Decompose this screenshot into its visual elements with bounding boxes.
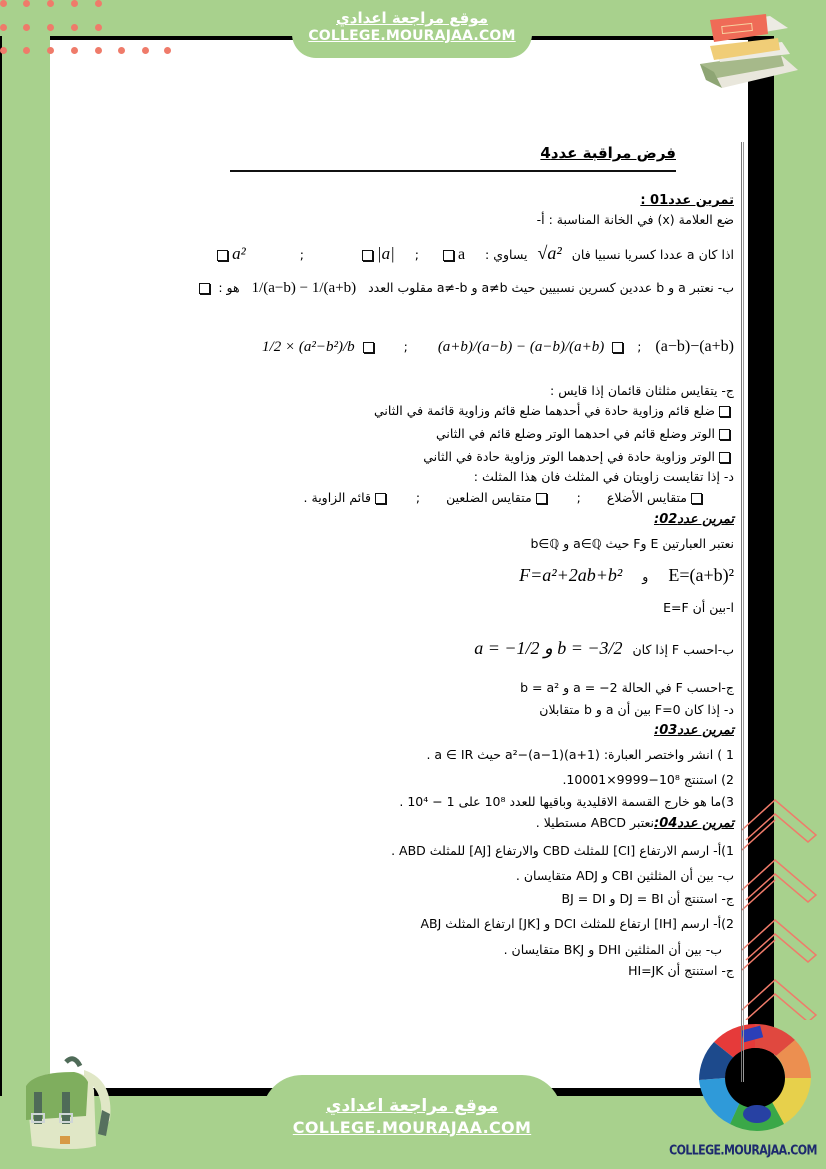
ex3-q3: 3)ما هو خارج القسمة الاقليدية وباقيها للعدد 10⁸ على 1 − 10⁴ .	[399, 794, 734, 809]
ex2-and: و	[642, 569, 649, 584]
ex1-part-a: اذا كان a عددا كسريا نسبيا فان √a² يساوي : a ; |a| ; a²	[154, 243, 734, 264]
ex4-q1b: ب- بين أن المثلثين CBI و ADJ متقايسان .	[515, 868, 734, 883]
ex1-d-text: د- إذا تقايست زاويتان في المثلث فان هذا المثلث :	[473, 469, 734, 484]
ex1-c-checkbox-3[interactable]	[719, 452, 730, 463]
books-stack-icon	[694, 10, 804, 94]
ex1-d-options: متقايس الأضلاع ; متقايس الضلعين ; قائم الزاوية .	[304, 490, 706, 505]
ex1-b-checkbox-3[interactable]	[363, 342, 374, 353]
margin-line	[741, 142, 744, 1082]
ex1-b-option-2: (a+b)/(a−b) − (a−b)/(a+b)	[437, 339, 605, 355]
ex1-c-option-2	[436, 426, 734, 441]
ex1-d-checkbox-2[interactable]	[536, 493, 547, 504]
ex1-a-option-3: a²	[232, 244, 246, 263]
ex4-q1a: 1)أ- ارسم الارتفاع [CI] للمثلث CBD والارتفاع [AJ] للمثلث ABD .	[391, 843, 734, 858]
ex2-expr-E: E=(a+b)²	[668, 565, 734, 585]
ex3-q2: 2) استنتج 10⁸−9999×10001.	[562, 772, 734, 787]
title-underline	[230, 144, 676, 172]
ex1-instruction: ضع العلامة (x) في الخانة المناسبة : أ-	[536, 212, 734, 227]
ex4-q2a: 2)أ- ارسم [IH] ارتفاع للمثلث DCI و [JK] ارتفاع المثلث ABJ	[420, 916, 734, 931]
header-site-name[interactable]: موقع مراجعة اعدادي	[336, 9, 488, 27]
education-wheel-logo[interactable]	[694, 1020, 816, 1136]
ex1-heading: تمرين عدد01 :	[640, 193, 734, 208]
ex2-heading: تمرين عدد02:	[653, 512, 734, 527]
ex2-expressions	[519, 565, 734, 586]
ex4-q2b: ب- بين أن المثلثين DHI و BKJ متقايسان .	[503, 942, 722, 957]
ex4-heading: تمرين عدد04:	[653, 816, 734, 831]
ex1-d-option-3: قائم الزاوية .	[303, 490, 371, 505]
logo-site-url[interactable]: COLLEGE.MOURAJAA.COM	[669, 1142, 817, 1159]
ex4-q2c: ج- استنتج أن HI=JK	[628, 963, 734, 978]
ex3-heading: تمرين عدد03:	[653, 723, 734, 738]
ex1-b-option-3: 1/2 × (a²−b²)/b	[262, 339, 355, 355]
ex1-c-text: ج- يتقايس مثلثان قائمان إذا قايس :	[550, 383, 734, 398]
ex1-c-option-2-label: الوتر وضلع قائم في احدهما الوتر وضلع قائم في الثاني	[436, 426, 715, 441]
ex2-q3: ج-احسب F في الحالة a = −2 و b = a²	[520, 680, 734, 695]
ex2-q1: ا-بين أن E=F	[663, 600, 734, 615]
ex1-a-text: اذا كان a عددا كسريا نسبيا فان	[571, 247, 734, 262]
ex1-a-checkbox-2[interactable]	[362, 250, 373, 261]
ex4-heading-line	[536, 815, 734, 831]
ex1-c-option-3	[423, 449, 734, 464]
page-border-left	[0, 36, 2, 1096]
ex2-q4: د- إذا كان F=0 بين أن a و b متقابلان	[539, 702, 734, 717]
ex2-q2-values: a = −1/2 و b = −3/2	[474, 638, 623, 658]
ex1-b-checkbox-2[interactable]	[612, 342, 623, 353]
chevron-pattern-decoration	[742, 790, 822, 1020]
site-header-banner[interactable]	[292, 0, 532, 58]
ex1-c-option-1	[374, 403, 734, 418]
ex4-intro: نعتبر ABCD مستطيلا .	[535, 815, 654, 830]
ex1-c-option-1-label: ضلع قائم وزاوية حادة في أحدهما ضلع قائم وزاوية قائمة في الثاني	[374, 403, 715, 418]
dot-pattern-decoration	[0, 0, 170, 55]
ex1-a-option-2: |a|	[376, 244, 395, 263]
ex1-b-suffix: هو :	[218, 280, 240, 295]
ex1-b-checkbox-1[interactable]	[199, 283, 210, 294]
green-frame-left	[2, 36, 50, 1096]
ex1-a-checkbox-1[interactable]	[443, 250, 454, 261]
ex1-c-checkbox-2[interactable]	[719, 429, 730, 440]
ex1-a-checkbox-3[interactable]	[217, 250, 228, 261]
ex1-a-expr: √a²	[537, 243, 562, 263]
ex1-d-checkbox-1[interactable]	[691, 493, 702, 504]
ex1-b-expr: 1/(a−b) − 1/(a+b)	[251, 280, 357, 296]
ex1-part-b	[195, 280, 734, 297]
footer-site-url[interactable]: COLLEGE.MOURAJAA.COM	[292, 1118, 532, 1137]
ex1-d-option-2: متقايس الضلعين	[446, 490, 532, 505]
ex4-q1c: ج- استنتج أن DJ = BI و BJ = DI	[561, 891, 734, 906]
ex1-a-equals: يساوي :	[485, 247, 528, 262]
ex2-intro: نعتبر العبارتين E وF حيث a∈ℚ و b∈ℚ	[530, 536, 734, 551]
ex1-d-checkbox-3[interactable]	[375, 493, 386, 504]
ex1-c-option-3-label: الوتر وزاوية حادة في إحدهما الوتر وزاوية حادة في الثاني	[423, 449, 715, 464]
ex2-expr-F: F=a²+2ab+b²	[519, 565, 623, 585]
header-site-url[interactable]: COLLEGE.MOURAJAA.COM	[308, 28, 516, 44]
ex1-b-options: (a−b)−(a+b) ; (a+b)/(a−b) − (a−b)/(a+b) ; 1/2 × (a²−b²)/b	[262, 338, 734, 355]
backpack-icon	[14, 1050, 114, 1160]
ex1-a-option-1: a	[457, 246, 466, 263]
ex1-c-checkbox-1[interactable]	[719, 406, 730, 417]
ex1-d-option-1: متقايس الأضلاع	[606, 490, 687, 505]
site-footer-banner[interactable]	[262, 1075, 562, 1169]
footer-site-name[interactable]: موقع مراجعة اعدادي	[325, 1096, 499, 1116]
page-title: فرض مراقبة عدد4	[540, 144, 676, 162]
ex3-q1: 1 ) انشر واختصر العبارة: (a+1)(a−1)−a² حيث a ∈ IR .	[426, 747, 734, 762]
ex2-q2	[474, 638, 734, 659]
ex2-q2-text: ب-احسب F إذا كان	[632, 642, 734, 657]
ex1-b-text: ب- نعتبر a و b عددين كسرين نسبيين حيث a≠b و a≠-b مقلوب العدد	[368, 280, 734, 295]
ex1-b-option-1: (a−b)−(a+b)	[655, 338, 734, 355]
